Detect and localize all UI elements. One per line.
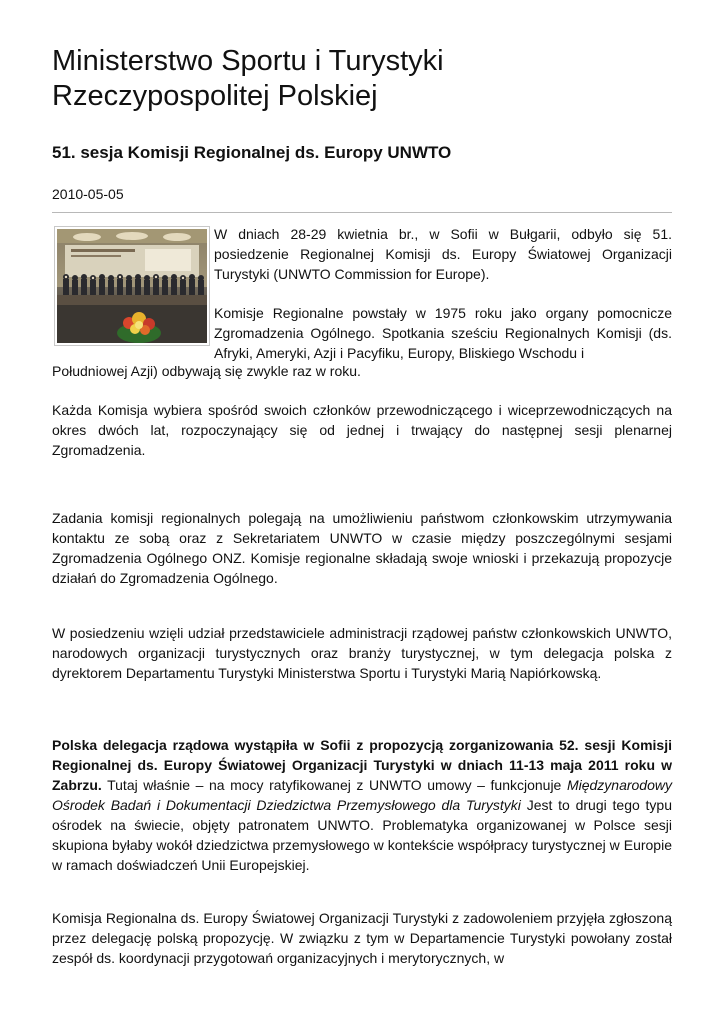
- paragraph-intro: W dniach 28-29 kwietnia br., w Sofii w Bułgarii, odbyło się 51. posiedzenie Regionalnej Komisji ds. Europy Światowej Organizacji Turystyki (UNWTO Commission for Europe).: [214, 226, 672, 282]
- paragraph-participants: W posiedzeniu wzięli udział przedstawiciele administracji rządowej państw członkowskich UNWTO, narodowych organizacji turystycznych oraz branży turystycznej, w tym delegacja polska z dyrektorem Departamentu Turystyki Ministerstwa Sportu i Turystyki Marią Napiórkowską.: [52, 625, 672, 681]
- proposal-italic: Międzynarodowy Ośrodek Badań i Dokumentacji Dziedzictwa Przemysłowego dla Turystyki: [52, 777, 672, 813]
- article-title: 51. sesja Komisji Regionalnej ds. Europy UNWTO: [52, 143, 452, 162]
- proposal-text1: Tutaj właśnie – na mocy ratyfikowanej z UNWTO umowy – funkcjonuje: [101, 777, 567, 793]
- proposal-bold: Polska delegacja rządowa wystąpiła w Sofii z propozycją zorganizowania 52. sesji Komisji Regionalnej ds. Europy Światowej Organizacji Turystyki w dniach 11-13 maja 2011 roku w Zabrzu.: [52, 737, 672, 793]
- paragraph-commissions-cont: Południowej Azji) odbywają się zwykle raz w roku.: [52, 363, 361, 379]
- paragraph-tasks: Zadania komisji regionalnych polegają na umożliwieniu państwom członkowskim utrzymywania kontaktu ze sobą oraz z Sekretariatem UNWTO w czasie między poszczególnymi sesjami Zgromadzenia Ogólnego ONZ. Komisje regionalne składają swoje wnioski i przekazują propozycje działań do Zgromadzenia Ogólnego.: [52, 510, 672, 586]
- article-photo: [54, 226, 210, 346]
- paragraph-chair: Każda Komisja wybiera spośród swoich członków przewodniczącego i wiceprzewodniczących na okres dwóch lat, rozpoczynający się od jednej i trwający do następnej sesji plenarnej Zgromadzenia.: [52, 402, 672, 458]
- paragraph-acceptance: Komisja Regionalna ds. Europy Światowej Organizacji Turystyki z zadowoleniem przyjęła zgłoszoną przez delegację polską propozycję. W związku z tym w Departamencie Turystyki powołany został zespół ds. koordynacji przygotowań organizacyjnych i merytorycznych, w: [52, 910, 672, 966]
- site-title-line2: Rzeczypospolitej Polskiej: [52, 80, 378, 112]
- site-title-line1: Ministerstwo Sportu i Turystyki: [52, 45, 444, 77]
- paragraph-commissions: Komisje Regionalne powstały w 1975 roku jako organy pomocnicze Zgromadzenia Ogólnego. Spotkania sześciu Regionalnych Komisji (ds. Afryki, Ameryki, Azji i Pacyfiku, Europy, Bliskiego Wschodu i: [214, 305, 672, 361]
- paragraph-proposal: [52, 735, 672, 875]
- site-title: [52, 44, 672, 114]
- article-date: 2010-05-05: [52, 186, 124, 202]
- conference-photo-icon: [57, 229, 207, 343]
- divider: [52, 212, 672, 213]
- proposal-text2: Jest to drugi tego typu ośrodek na świecie, objęty patronatem UNWTO. Problematyka organizowanej w Polsce sesji skupiona byłaby wokół dziedzictwa przemysłowego w kontekście współpracy turystycznej w Europie w ramach doświadczeń Unii Europejskiej.: [52, 797, 673, 873]
